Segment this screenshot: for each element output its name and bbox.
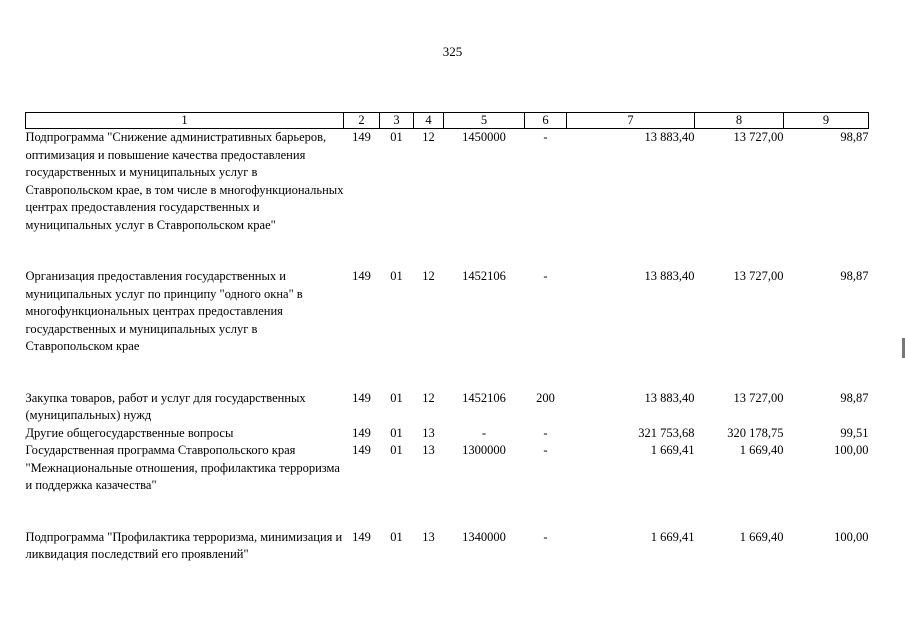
row-col7: 13 883,40	[644, 390, 695, 405]
row-col2: 149	[352, 390, 371, 405]
row-col9: 98,87	[840, 390, 869, 405]
row-col2: 149	[352, 443, 371, 457]
row-col5: -	[481, 425, 487, 440]
row-col3: 01	[390, 390, 403, 405]
table-header-row	[26, 113, 869, 129]
row-col2: 149	[352, 529, 371, 544]
row-col8: 1 669,40	[739, 443, 784, 457]
row-col5: 1452106	[462, 390, 506, 405]
row-col8: 13 727,00	[733, 390, 784, 405]
row-name: Организация предоставления государственных и муниципальных услуг по принципу "одного окна" в многофункциональных центрах предоставления государственных и муниципальных услуг в Ставропольском крае	[25, 269, 303, 353]
row-col3: 01	[390, 269, 403, 283]
row-col6: -	[543, 443, 548, 457]
row-col9: 100,00	[834, 443, 869, 457]
row-name: Государственная программа Ставропольского края "Межнациональные отношения, профилактика терроризма и поддержка казачества"	[25, 443, 340, 492]
row-col8: 13 727,00	[733, 130, 784, 144]
row-col5: 1340000	[462, 529, 506, 544]
header-col-4: 4	[414, 113, 444, 129]
page-number: 325	[442, 44, 463, 59]
row-col5: 1452106	[462, 269, 506, 283]
row-col4: 12	[422, 390, 435, 405]
row-col2: 149	[352, 269, 371, 283]
header-col-3: 3	[380, 113, 414, 129]
row-col6: -	[543, 269, 548, 283]
table-row	[26, 390, 869, 425]
row-name: Закупка товаров, работ и услуг для государственных (муниципальных) нужд	[25, 390, 306, 422]
header-col-6: 6	[525, 113, 567, 129]
budget-table	[25, 112, 869, 564]
row-col9: 99,51	[840, 425, 869, 440]
row-col3: 01	[390, 529, 403, 544]
row-col2: 149	[352, 425, 371, 440]
row-col2: 149	[352, 130, 371, 144]
row-col3: 01	[390, 425, 403, 440]
table-row	[26, 529, 869, 564]
row-col8: 13 727,00	[733, 269, 784, 283]
row-col6: -	[543, 130, 548, 144]
row-name: Подпрограмма "Профилактика терроризма, минимизация и ликвидация последствий его проявлений"	[25, 529, 343, 561]
row-col7: 321 753,68	[638, 425, 695, 440]
header-col-7: 7	[567, 113, 695, 129]
row-col3: 01	[390, 130, 403, 144]
row-col7: 13 883,40	[644, 130, 695, 144]
row-col7: 1 669,41	[650, 443, 695, 457]
table-row	[26, 129, 869, 269]
row-col8: 1 669,40	[739, 529, 784, 544]
row-col4: 13	[422, 425, 435, 440]
row-col9: 98,87	[840, 130, 869, 144]
row-col6: -	[543, 529, 548, 544]
row-col7: 1 669,41	[650, 529, 695, 544]
row-col5: 1450000	[462, 130, 506, 144]
table-row	[26, 425, 869, 443]
row-col4: 12	[422, 130, 435, 144]
table-row	[26, 442, 869, 529]
header-col-1: 1	[26, 113, 344, 129]
table-row	[26, 268, 869, 390]
header-col-2: 2	[344, 113, 380, 129]
row-col9: 100,00	[834, 529, 869, 544]
row-col7: 13 883,40	[644, 269, 695, 283]
header-col-8: 8	[695, 113, 784, 129]
row-col4: 13	[422, 529, 435, 544]
header-col-9: 9	[784, 113, 869, 129]
row-col5: 1300000	[462, 443, 506, 457]
row-name: Другие общегосударственные вопросы	[25, 425, 234, 440]
row-col4: 12	[422, 269, 435, 283]
row-col9: 98,87	[840, 269, 869, 283]
header-col-5: 5	[444, 113, 525, 129]
row-col4: 13	[422, 443, 435, 457]
row-name: Подпрограмма "Снижение административных барьеров, оптимизация и повышение качества предоставления государственных и муниципальных услуг в Ставропольском крае, в том числе в многофункциональных центрах предоставления государственных и муниципальных услуг в Ставропольском крае"	[25, 130, 344, 232]
row-col3: 01	[390, 443, 403, 457]
row-col6: -	[543, 425, 548, 440]
row-col6: 200	[536, 390, 555, 405]
row-col8: 320 178,75	[727, 425, 784, 440]
